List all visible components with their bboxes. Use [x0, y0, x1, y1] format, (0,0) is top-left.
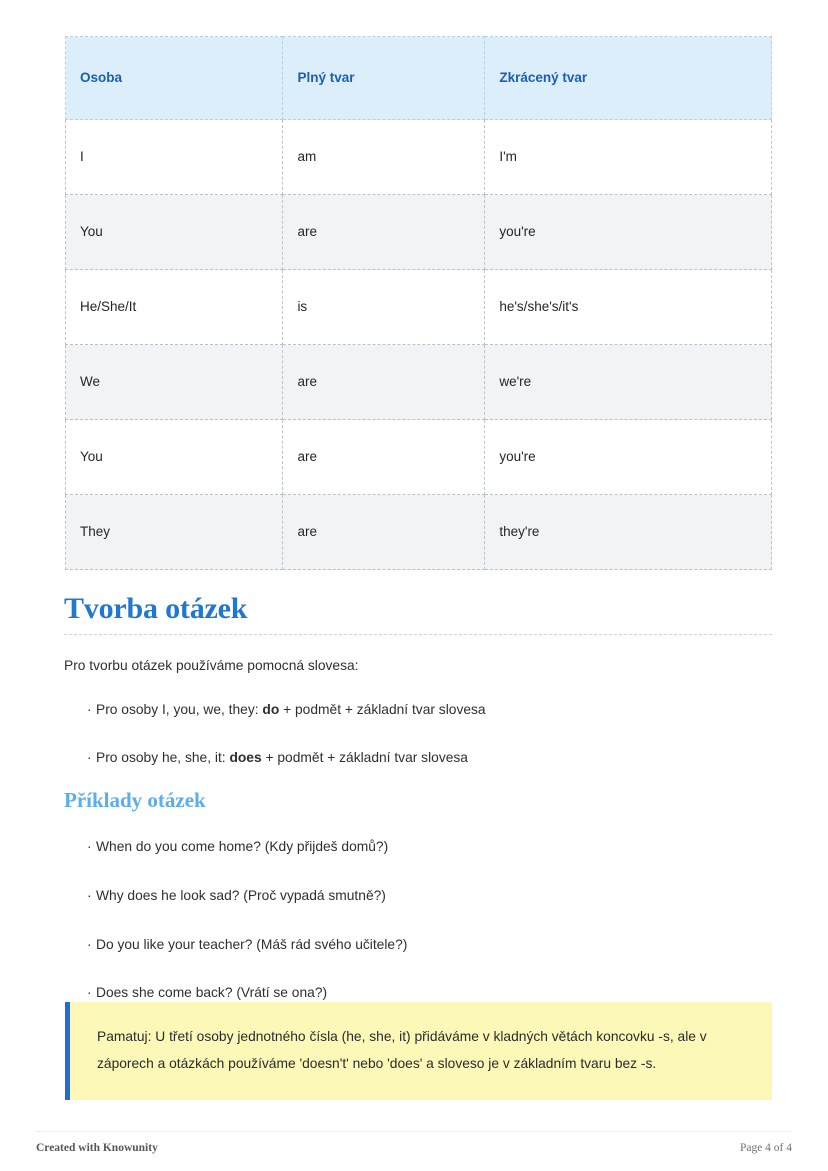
table-row [66, 345, 772, 420]
table-row [66, 120, 772, 195]
rule-text-after: + podmět + základní tvar slovesa [279, 702, 486, 717]
bullet-icon: · [87, 839, 92, 854]
cell-full-form: are [283, 495, 485, 570]
note-callout [65, 1002, 772, 1100]
cell-person: You [66, 195, 283, 270]
cell-short-form: he's/she's/it's [485, 270, 772, 345]
list-item [87, 748, 767, 767]
list-item [87, 983, 767, 1002]
list-item [87, 700, 767, 719]
cell-short-form: you're [485, 195, 772, 270]
cell-short-form: they're [485, 495, 772, 570]
table-body [66, 120, 772, 570]
conjugation-table [65, 36, 772, 570]
subsection-heading: Příklady otázek [64, 788, 206, 812]
column-header-osoba: Osoba [66, 37, 283, 120]
cell-person: They [66, 495, 283, 570]
rule-keyword: do [262, 702, 280, 717]
example-text: When do you come home? (Kdy přijdeš domů?) [96, 839, 389, 854]
rule-text-after: + podmět + základní tvar slovesa [261, 750, 468, 766]
footer-divider [36, 1131, 792, 1132]
conjugation-table-container [65, 36, 772, 570]
subsection-heading-block [64, 788, 772, 812]
table-header-row [66, 37, 772, 120]
cell-person: We [66, 345, 283, 420]
cell-person: You [66, 420, 283, 495]
table-row [66, 420, 772, 495]
column-header-zkraceny-tvar: Zkrácený tvar [485, 37, 772, 120]
note-callout-text: Pamatuj: U třetí osoby jednotného čísla (he, she, it) přidáváme v kladných větách koncovku -s, ale v záporech a otázkách používáme 'doesn't' nebo 'does' a sloveso je v základním tvaru bez -s. [97, 1029, 707, 1071]
rules-list [87, 700, 767, 797]
example-text: Do you like your teacher? (Máš rád svého učitele?) [96, 936, 408, 952]
page-footer [36, 1142, 792, 1154]
intro-paragraph: Pro tvorbu otázek používáme pomocná slovesa: [64, 658, 359, 673]
cell-full-form: am [283, 120, 485, 195]
example-text: Why does he look sad? (Proč vypadá smutně?) [96, 887, 386, 903]
table-row [66, 495, 772, 570]
cell-short-form: you're [485, 420, 772, 495]
rule-text-before: Pro osoby I, you, we, they: [96, 702, 263, 717]
bullet-icon: · [87, 702, 92, 717]
rule-text-before: Pro osoby he, she, it: [96, 750, 230, 766]
cell-full-form: are [283, 195, 485, 270]
bullet-icon: · [87, 750, 92, 766]
section-heading: Tvorba otázek [64, 592, 248, 625]
list-item [87, 935, 767, 954]
heading-divider [64, 634, 772, 635]
section-heading-block [64, 592, 772, 635]
cell-short-form: I'm [485, 120, 772, 195]
cell-full-form: is [283, 270, 485, 345]
bullet-icon: · [87, 887, 92, 903]
cell-person: I [66, 120, 283, 195]
bullet-icon: · [87, 985, 92, 1001]
list-item [87, 886, 767, 905]
bullet-icon: · [87, 936, 92, 952]
footer-page-number: Page 4 of 4 [739, 1142, 792, 1154]
column-header-plny-tvar: Plný tvar [283, 37, 485, 120]
table-header [66, 37, 772, 120]
example-text: Does she come back? (Vrátí se ona?) [96, 985, 328, 1001]
cell-full-form: are [283, 345, 485, 420]
list-item [87, 837, 767, 856]
table-row [66, 270, 772, 345]
footer-attribution: Created with Knowunity [36, 1142, 158, 1154]
cell-short-form: we're [485, 345, 772, 420]
cell-person: He/She/It [66, 270, 283, 345]
table-row [66, 195, 772, 270]
rule-keyword: does [229, 750, 262, 766]
cell-full-form: are [283, 420, 485, 495]
